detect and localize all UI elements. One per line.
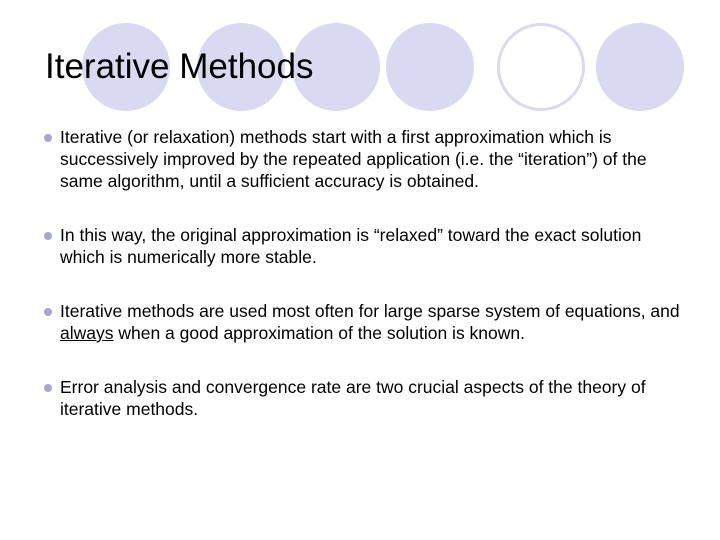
bullet-dot-icon (44, 308, 52, 316)
bullet-dot-icon (44, 232, 52, 240)
bullet-list (44, 126, 684, 452)
bullet-text: Iterative (or relaxation) methods start with a first approximation which is successively improved by the repeated application (i.e. the “iteration”) of the same algorithm, until a sufficient accuracy is obtained. (60, 127, 647, 191)
bullet-text (60, 301, 680, 343)
decorative-circle (596, 23, 684, 111)
bullet-item (44, 376, 684, 420)
underlined-word: always (60, 323, 114, 343)
bullet-item (44, 126, 684, 192)
bullet-text-part: Iterative methods are used most often for large sparse system of equations, and (60, 301, 680, 321)
bullet-text: In this way, the original approximation is “relaxed” toward the exact solution which is numerically more stable. (60, 225, 642, 267)
decorative-ring (497, 23, 585, 111)
slide-title: Iterative Methods (45, 47, 314, 86)
bullet-item (44, 224, 684, 268)
decorative-circle (386, 23, 474, 111)
bullet-text-part: when a good approximation of the solution is known. (113, 323, 526, 343)
bullet-dot-icon (44, 134, 52, 142)
bullet-item (44, 300, 684, 344)
bullet-text: Error analysis and convergence rate are two crucial aspects of the theory of iterative methods. (60, 377, 646, 419)
bullet-dot-icon (44, 384, 52, 392)
